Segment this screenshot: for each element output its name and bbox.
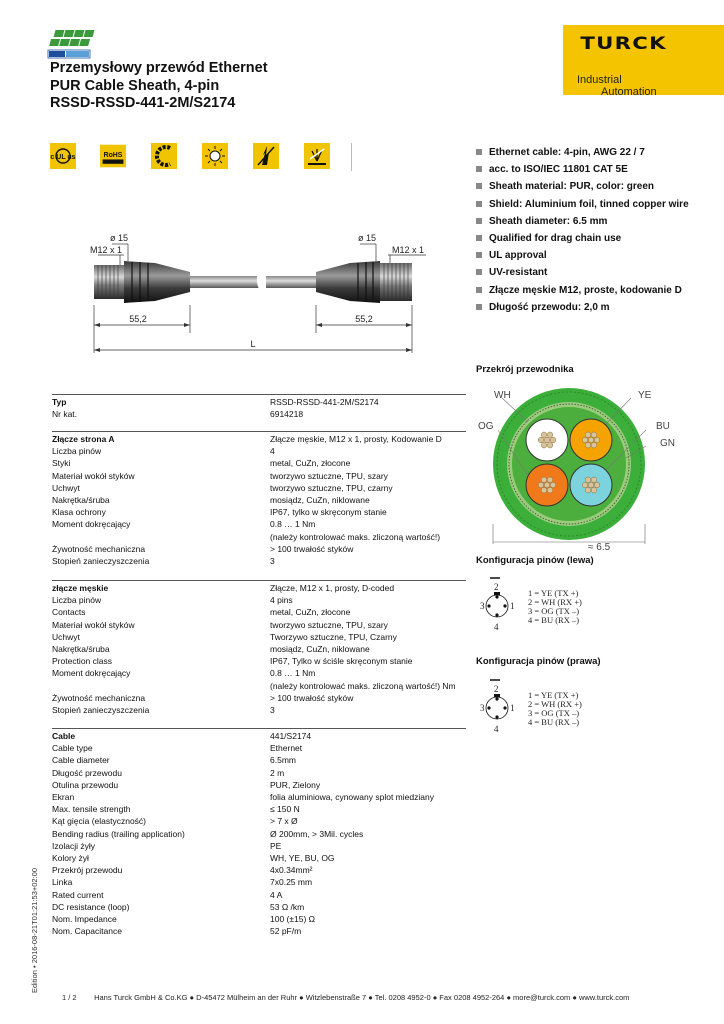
spec-value: 6914218: [270, 409, 304, 420]
spec-row: [52, 643, 466, 655]
dim-thread-left: M12 x 1: [90, 245, 123, 255]
spec-row: [52, 582, 466, 594]
page-title: [50, 60, 268, 113]
pin-line: 3 = OG (TX –): [528, 708, 580, 718]
spec-row: [52, 555, 466, 567]
spec-key: Materiał wokół styków: [52, 470, 135, 481]
spec-value: RSSD-RSSD-441-2M/S2174: [270, 397, 379, 407]
dim-dia-left: ø 15: [110, 233, 129, 243]
spec-row: [52, 433, 466, 445]
spec-key: Żywotność mechaniczna: [52, 543, 146, 554]
bullet-square-icon: [476, 166, 482, 172]
spec-value: metal, CuZn, złocone: [270, 607, 351, 618]
spec-value: tworzywo sztuczne, TPU, czarny: [270, 482, 393, 493]
title-line-3: RSSD-RSSD-441-2M/S2174: [50, 95, 236, 111]
pin-line: 4 = BU (RX –): [528, 615, 580, 625]
copper-strand: [582, 482, 588, 488]
spec-row: [52, 901, 466, 913]
spec-key: Nom. Capacitance: [52, 926, 122, 937]
spec-row: [52, 913, 466, 925]
copper-strand: [541, 477, 547, 483]
copper-strand: [594, 482, 600, 488]
bullet-square-icon: [476, 201, 482, 207]
spec-key: Otulina przewodu: [52, 779, 119, 790]
spec-value: 0.8 … 1 Nm: [270, 519, 316, 530]
feature-item: [476, 249, 696, 262]
spec-row: [52, 791, 466, 803]
spec-connector-b: [52, 582, 466, 716]
divider: [52, 394, 466, 395]
spec-key: Styki: [52, 458, 71, 469]
pin-num: 3: [480, 601, 485, 611]
spec-value: Ethernet: [270, 743, 303, 754]
spec-value: 6.5mm: [270, 755, 296, 766]
copper-strand: [591, 432, 597, 438]
feature-item: [476, 180, 696, 193]
spec-key: Linka: [52, 877, 73, 888]
copper-strand: [588, 482, 594, 488]
bullet-square-icon: [476, 252, 482, 258]
feature-text: UL approval: [489, 250, 547, 262]
title-line-1: Przemysłowy przewód Ethernet: [50, 60, 268, 76]
pin-num: 1: [510, 703, 515, 713]
bullet-square-icon: [476, 287, 482, 293]
spec-key: Liczba pinów: [52, 446, 102, 457]
dim-len-total: L: [250, 339, 256, 349]
spec-value: Złącze, M12 x 1, prosty, D-coded: [270, 583, 395, 593]
copper-strand: [541, 432, 547, 438]
divider: [52, 580, 466, 581]
spec-key: Max. tensile strength: [52, 804, 131, 815]
label-bu: BU: [656, 421, 670, 432]
feature-item: [476, 266, 696, 279]
feature-list: [476, 146, 696, 318]
spec-key: Kolory żył: [52, 853, 89, 864]
spec-value: ≤ 150 N: [270, 804, 300, 815]
copper-strand: [585, 487, 591, 493]
copper-strand: [550, 482, 556, 488]
copper-strand: [547, 432, 553, 438]
spec-key: Stopień zanieczyszczenia: [52, 556, 150, 567]
spec-key: Liczba pinów: [52, 595, 102, 606]
copper-strand: [582, 437, 588, 443]
pin-num: 4: [494, 622, 499, 632]
copper-strand: [585, 477, 591, 483]
spec-value: folia aluminiowa, cynowany splot miedziany: [270, 792, 434, 803]
spec-row: [52, 470, 466, 482]
dim-dia-right: ø 15: [358, 233, 377, 243]
copper-strand: [550, 437, 556, 443]
pin-config-right-title: Konfiguracja pinów (prawa): [476, 656, 601, 667]
bullet-square-icon: [476, 149, 482, 155]
spec-row: [52, 667, 466, 679]
spec-value: Ø 200mm, > 3Mil. cycles: [270, 828, 364, 839]
spec-key: Żywotność mechaniczna: [52, 692, 146, 703]
spec-key: [52, 531, 270, 543]
spec-key: Protection class: [52, 656, 112, 667]
spec-row: [52, 655, 466, 667]
spec-row: [52, 594, 466, 606]
feature-text: UV-resistant: [489, 267, 548, 279]
pin-line: 1 = YE (TX +): [528, 588, 579, 598]
spec-key: Izolacji żyły: [52, 840, 95, 851]
copper-strand: [547, 477, 553, 483]
copper-strand: [547, 442, 553, 448]
profinet-logo: [44, 28, 102, 62]
spec-row: [52, 840, 466, 852]
spec-row: [52, 543, 466, 555]
spec-row: [52, 852, 466, 864]
spec-value: (należy kontrolować maks. zliczoną wartość!): [270, 531, 441, 542]
spec-row: [52, 925, 466, 937]
label-og: OG: [478, 421, 494, 432]
spec-key: Cable type: [52, 743, 93, 754]
pin-num: 2: [494, 582, 499, 592]
edition-stamp: Edition • 2016-08-21T01:21:53+02:00: [30, 867, 39, 993]
footer: [62, 993, 629, 1002]
spec-row: [52, 876, 466, 888]
feature-text: Sheath material: PUR, color: green: [489, 181, 655, 193]
spec-key: Typ: [52, 397, 67, 407]
spec-value: tworzywo sztuczne, TPU, szary: [270, 470, 388, 481]
spec-row: [52, 828, 466, 840]
spec-row: [52, 506, 466, 518]
copper-strand: [547, 487, 553, 493]
spec-row: [52, 482, 466, 494]
pin-num: 3: [480, 703, 485, 713]
spec-general: [52, 396, 466, 420]
cross-section-title: Przekrój przewodnika: [476, 364, 574, 375]
spec-value: metal, CuZn, złocone: [270, 458, 351, 469]
brand-name: TURCK: [580, 34, 668, 54]
pin-line: 3 = OG (TX –): [528, 606, 580, 616]
feature-item: [476, 146, 696, 159]
bullet-square-icon: [476, 235, 482, 241]
spec-row: [52, 704, 466, 716]
spec-value: Tworzywo sztuczne, TPU, Czarny: [270, 631, 397, 642]
spec-row: [52, 742, 466, 754]
pin-num: 4: [494, 724, 499, 734]
spec-value: 4 A: [270, 889, 283, 900]
flame-retardant-icon: [253, 143, 279, 169]
spec-row: [52, 531, 466, 543]
title-line-2: PUR Cable Sheath, 4-pin: [50, 77, 220, 94]
cert-icons: [50, 143, 355, 169]
feature-item: [476, 232, 696, 245]
spec-value: 4x0.34mm²: [270, 865, 313, 876]
spec-row: [52, 864, 466, 876]
spec-row: [52, 680, 466, 692]
spec-row: [52, 494, 466, 506]
spec-value: 53 Ω /km: [270, 901, 305, 912]
spec-key: Rated current: [52, 889, 104, 900]
spec-key: Bending radius (trailing application): [52, 828, 185, 839]
spec-key: Cable: [52, 731, 76, 741]
spec-row: [52, 396, 466, 408]
copper-strand: [594, 437, 600, 443]
spec-value: 441/S2174: [270, 731, 312, 741]
bullet-square-icon: [476, 218, 482, 224]
copper-strand: [591, 442, 597, 448]
spec-value: WH, YE, BU, OG: [270, 853, 335, 864]
feature-text: Qualified for drag chain use: [489, 232, 622, 244]
spec-key: Kąt gięcia (elastyczność): [52, 816, 147, 827]
spec-value: PUR, Zielony: [270, 779, 321, 790]
spec-row: [52, 767, 466, 779]
filler: [512, 407, 626, 521]
spec-value: 2 m: [270, 767, 285, 778]
spec-key: Uchwyt: [52, 482, 80, 493]
spec-key: DC resistance (loop): [52, 901, 130, 912]
spec-row: [52, 803, 466, 815]
tagline-industrial: Industrial: [577, 74, 622, 86]
copper-strand: [588, 437, 594, 443]
spec-key: Nom. Impedance: [52, 914, 117, 925]
spec-row: [52, 457, 466, 469]
spec-value: 4 pins: [270, 595, 293, 606]
dim-len-right: 55,2: [355, 314, 373, 324]
feature-text: acc. to ISO/IEC 11801 CAT 5E: [489, 164, 628, 176]
spec-key: Nr kat.: [52, 409, 78, 420]
feature-text: Złącze męskie M12, proste, kodowanie D: [489, 284, 682, 296]
page-number: 1 / 2: [62, 993, 77, 1002]
turck-logo: [563, 25, 685, 63]
spec-row: [52, 815, 466, 827]
copper-strand: [585, 432, 591, 438]
spec-value: 7x0.25 mm: [270, 877, 313, 888]
spec-row: [52, 619, 466, 631]
spec-value: mosiądz, CuZn, niklowane: [270, 495, 370, 506]
drag-chain-icon: [151, 143, 177, 169]
pin-line: 4 = BU (RX –): [528, 717, 580, 727]
feature-item: [476, 284, 696, 297]
spec-key: Contacts: [52, 607, 86, 618]
feature-text: Sheath diameter: 6.5 mm: [489, 215, 608, 227]
uv-resistant-icon: [202, 143, 228, 169]
spec-key: Materiał wokół styków: [52, 619, 135, 630]
label-gn: GN: [660, 438, 675, 449]
spec-key: Stopień zanieczyszczenia: [52, 705, 150, 716]
rohs-mark: RoHS: [103, 151, 123, 159]
bullet-square-icon: [476, 183, 482, 189]
spec-cable: [52, 730, 466, 937]
spec-value: 3: [270, 705, 275, 716]
feature-text: Ethernet cable: 4-pin, AWG 22 / 7: [489, 147, 645, 158]
spec-row: [52, 754, 466, 766]
spec-row: [52, 730, 466, 742]
spec-value: (należy kontrolować maks. zliczoną wartość!) Nm: [270, 680, 456, 691]
spec-key: Klasa ochrony: [52, 507, 106, 518]
feature-text: Shield: Aluminium foil, tinned copper wire: [489, 198, 689, 210]
spec-row: [52, 692, 466, 704]
copper-strand: [538, 437, 544, 443]
copper-strand: [544, 437, 550, 443]
spec-key: Moment dokręcający: [52, 668, 131, 679]
dim-len-left: 55,2: [129, 314, 147, 324]
feature-item: [476, 198, 696, 211]
spec-key: Cable diameter: [52, 755, 110, 766]
spec-value: 52 pF/m: [270, 926, 302, 937]
copper-strand: [541, 442, 547, 448]
spec-value: 0.8 … 1 Nm: [270, 668, 316, 679]
spec-row: [52, 631, 466, 643]
spec-value: 3: [270, 556, 275, 567]
spec-value: PE: [270, 840, 282, 851]
spec-value: IP67, Tylko w ściśle skręconym stanie: [270, 656, 413, 667]
bullet-square-icon: [476, 269, 482, 275]
spec-value: 4: [270, 446, 275, 457]
spec-value: tworzywo sztuczne, TPU, szary: [270, 619, 388, 630]
copper-strand: [591, 477, 597, 483]
spec-key: Moment dokręcający: [52, 519, 131, 530]
spec-row: [52, 606, 466, 618]
feature-item: [476, 163, 696, 176]
copper-strand: [544, 482, 550, 488]
spec-value: Złącze męskie, M12 x 1, prosty, Kodowanie D: [270, 434, 442, 444]
feature-text: Długość przewodu: 2,0 m: [489, 301, 610, 313]
divider: [52, 728, 466, 729]
bullet-square-icon: [476, 304, 482, 310]
footer-address: Hans Turck GmbH & Co.KG ● D-45472 Mülheim an der Ruhr ● Witzlebenstraße 7 ● Tel. 0208 4952-0 ● Fax 0208 4952-264 ● more@turck.com ● www.turck.com: [94, 993, 630, 1002]
spec-value: > 100 trwałość styków: [270, 543, 354, 554]
label-ye: YE: [638, 390, 652, 401]
spec-key: Złącze strona A: [52, 434, 115, 444]
cable-dimension-drawing: [50, 225, 440, 375]
pin-line: 2 = WH (RX +): [528, 597, 582, 607]
spec-row: [52, 518, 466, 530]
spec-key: Nakrętka/śruba: [52, 495, 110, 506]
pin-config-left-title: Konfiguracja pinów (lewa): [476, 555, 594, 566]
pin-line: 1 = YE (TX +): [528, 690, 579, 700]
pin-config-left-diagram: [476, 572, 626, 636]
spec-row: [52, 779, 466, 791]
label-diameter: ≈ 6.5: [588, 542, 611, 553]
feature-item: [476, 215, 696, 228]
label-wh: WH: [494, 390, 511, 401]
spec-key: Ekran: [52, 792, 75, 803]
spec-row: [52, 889, 466, 901]
spec-row: [52, 445, 466, 457]
copper-strand: [585, 442, 591, 448]
spec-value: > 100 trwałość styków: [270, 692, 354, 703]
spec-value: mosiądz, CuZn, niklowane: [270, 644, 370, 655]
spec-value: IP67, tylko w skręconym stanie: [270, 507, 387, 518]
spec-connector-a: [52, 433, 466, 567]
ul-mark: c UL us: [50, 154, 76, 161]
pin-line: 2 = WH (RX +): [528, 699, 582, 709]
spec-key: Nakrętka/śruba: [52, 644, 110, 655]
spec-key: złącze męskie: [52, 583, 109, 593]
pin-num: 2: [494, 684, 499, 694]
rohs-icon: [100, 143, 126, 169]
spec-row: [52, 408, 466, 420]
spec-value: 100 (±15) Ω: [270, 914, 316, 925]
tagline-automation: Automation: [601, 86, 657, 98]
weld-spatter-icon: [304, 143, 330, 169]
spec-key: Długość przewodu: [52, 767, 122, 778]
spec-key: [52, 680, 270, 692]
spec-key: Uchwyt: [52, 631, 80, 642]
spec-value: > 7 x Ø: [270, 816, 298, 827]
pin-num: 1: [510, 601, 515, 611]
copper-strand: [538, 482, 544, 488]
copper-strand: [591, 487, 597, 493]
cable-cross-section: [476, 384, 686, 554]
dim-thread-right: M12 x 1: [392, 245, 425, 255]
copper-strand: [541, 487, 547, 493]
divider: [52, 431, 466, 432]
feature-item: [476, 301, 696, 314]
ul-listed-icon: [50, 143, 76, 169]
pin-config-right-diagram: [476, 674, 626, 738]
spec-key: Przekrój przewodu: [52, 865, 123, 876]
